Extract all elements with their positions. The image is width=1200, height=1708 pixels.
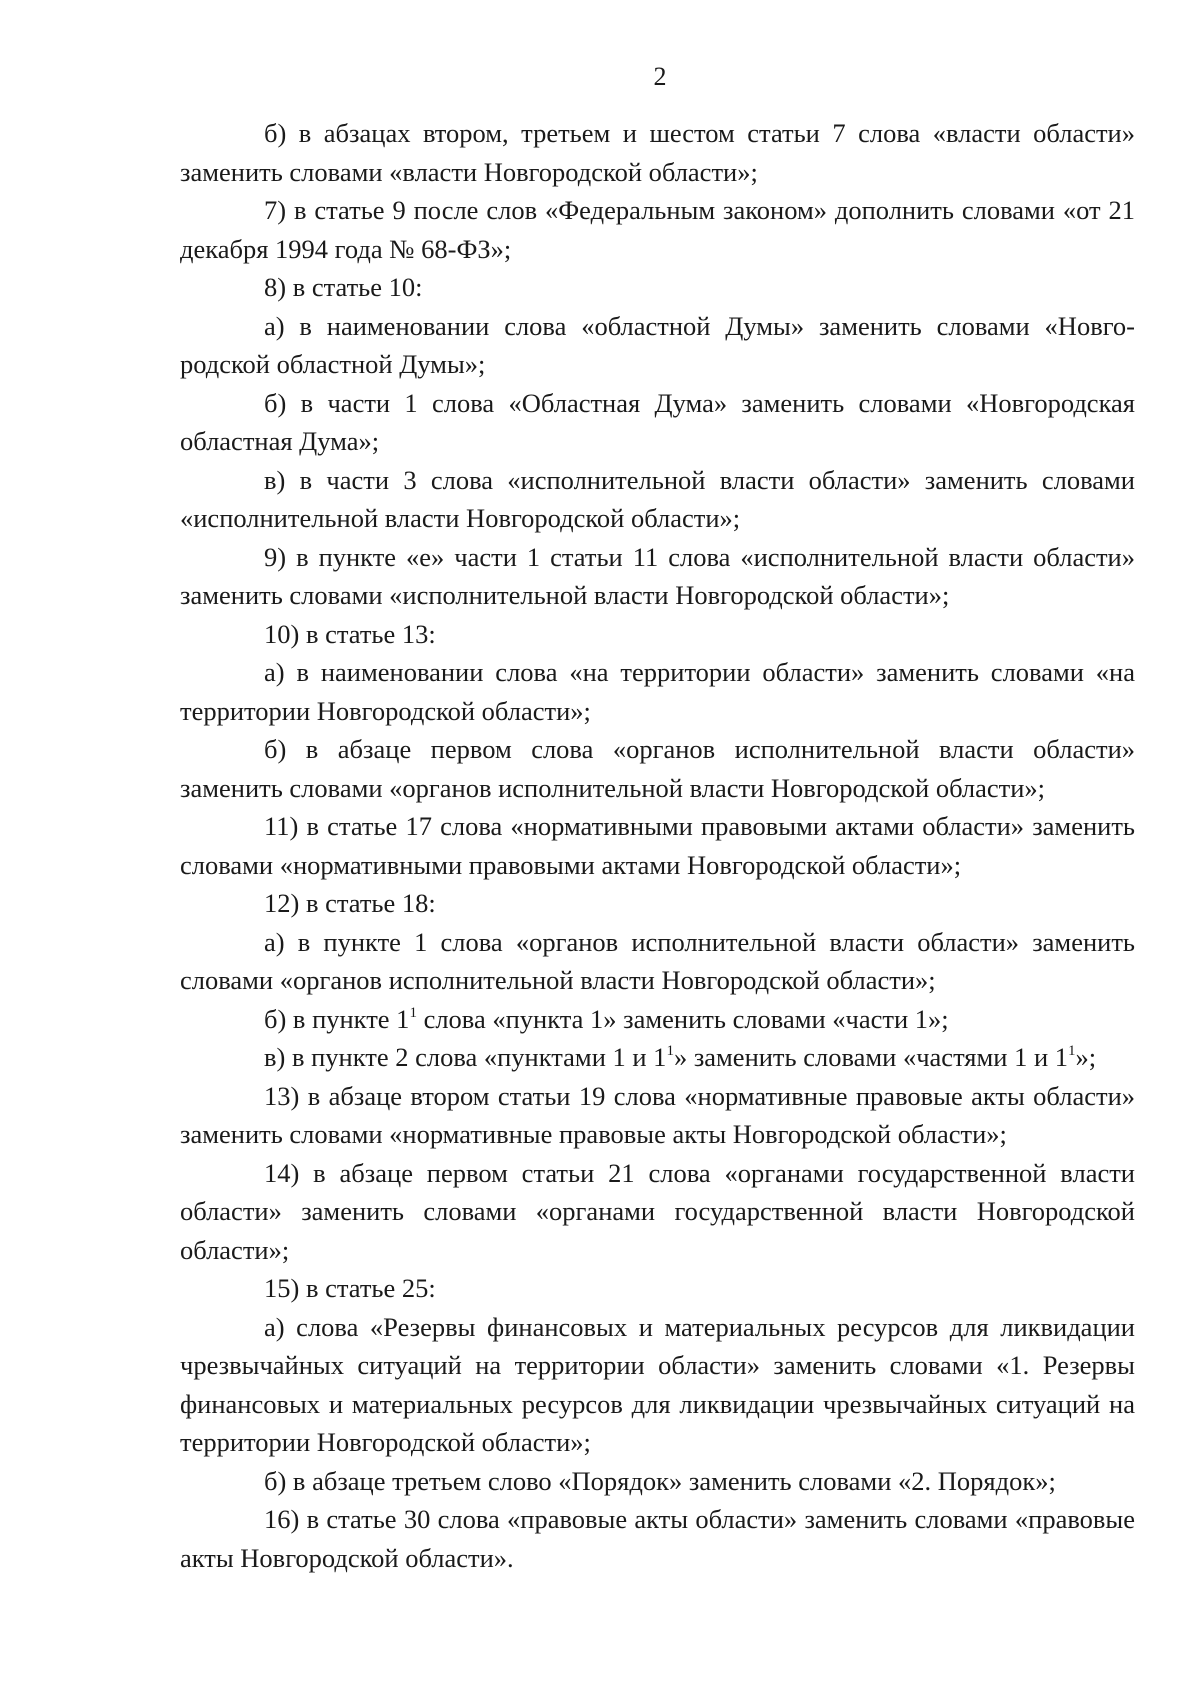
- paragraph: 13) в абзаце втором статьи 19 слова «нормативные правовые акты области» заменить словами «нормативные правовые акты Новгородской области»;: [180, 1080, 1135, 1149]
- paragraph: 8) в статье 10:: [264, 272, 423, 302]
- document-body: [180, 114, 1135, 1577]
- paragraph: а) в пункте 1 слова «органов исполнительной власти области» заменить словами «органов исполнительной власти Новгородской области»;: [180, 926, 1135, 995]
- paragraph-fragment: »;: [1075, 1042, 1097, 1072]
- paragraph: 12) в статье 18:: [264, 888, 436, 918]
- paragraph-fragment: б) в пункте 1: [264, 1003, 410, 1034]
- page-number: 2: [653, 62, 667, 91]
- paragraph: а) в наименовании слова «областной Думы» заменить словами «Новгородской областной Думы»;: [180, 310, 1135, 379]
- paragraph-fragment: » заменить словами «частями 1 и 1: [673, 1042, 1068, 1072]
- paragraph: б) в абзацах втором, третьем и шестом статьи 7 слова «власти области» заменить словами «власти Новгородской области»;: [180, 118, 1135, 187]
- paragraph: 16) в статье 30 слова «правовые акты области» заменить словами «правовые акты Новгородской области».: [180, 1504, 1135, 1573]
- paragraph-fragment: в) в пункте 2 слова «пунктами 1 и 1: [264, 1042, 667, 1072]
- superscript-index: 1: [1068, 1043, 1076, 1059]
- paragraph: 14) в абзаце первом статьи 21 слова «органами государственной власти области» заменить словами «органами государственной власти Новгородской области»;: [180, 1157, 1135, 1265]
- paragraph: б) в абзаце первом слова «органов исполнительной власти области» заменить словами «органов исполнительной власти Новгородской области»;: [180, 734, 1135, 803]
- paragraph: а) слова «Резервы финансовых и материальных ресурсов для ликвидации чрезвычайных ситуаций на территории области» заменить словами «1. Резервы финансовых и материальных ресурсов для ликвидации чрезвычайных ситуаций на территории Новгородской области»;: [180, 1311, 1135, 1457]
- paragraph: 7) в статье 9 после слов «Федеральным законом» дополнить словами «от 21 декабря 1994 года № 68-ФЗ»;: [180, 195, 1135, 264]
- paragraph: в) в части 3 слова «исполнительной власти области» заменить словами «исполнительной власти Новгородской области»;: [180, 464, 1135, 533]
- paragraph: б) в части 1 слова «Областная Дума» заменить словами «Новгородская областная Дума»;: [180, 387, 1135, 456]
- paragraph: а) в наименовании слова «на территории области» заменить словами «на территории Новгородской области»;: [180, 657, 1135, 726]
- paragraph: б) в абзаце третьем слово «Порядок» заменить словами «2. Порядок»;: [264, 1465, 1056, 1496]
- paragraph: 9) в пункте «е» части 1 статьи 11 слова «исполнительной власти области» заменить словами «исполнительной власти Новгородской области»;: [180, 541, 1135, 610]
- paragraph: 15) в статье 25:: [264, 1273, 436, 1303]
- paragraph: [180, 1038, 1135, 1077]
- paragraph: 10) в статье 13:: [264, 618, 436, 649]
- paragraph: [180, 1000, 1135, 1039]
- superscript-index: 1: [666, 1043, 674, 1059]
- superscript-index: 1: [409, 1004, 417, 1021]
- paragraph-fragment: слова «пункта 1» заменить словами «части 1»;: [416, 1003, 949, 1034]
- paragraph: 11) в статье 17 слова «нормативными правовыми актами области» заменить словами «нормативными правовыми актами Новгородской области»;: [180, 811, 1135, 880]
